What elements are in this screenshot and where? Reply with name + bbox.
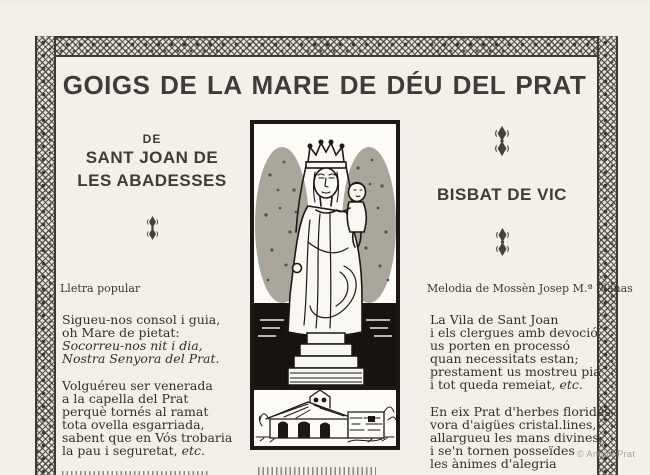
watermark-copyright: © Antoni Prat xyxy=(577,449,636,459)
chapel-vignette xyxy=(254,390,396,444)
verse-line: sabent que en Vós trobaria xyxy=(62,430,233,445)
lace-border-top xyxy=(35,36,614,57)
verse-line: quan necessitats estan; xyxy=(430,351,579,366)
clipped-text-line xyxy=(62,471,208,475)
lace-border-left xyxy=(35,36,56,475)
verse-stanza xyxy=(430,405,610,470)
verse-line: perquè tornés al ramat xyxy=(62,404,209,419)
madonna-woodcut-figure xyxy=(250,120,400,450)
verse-line: tota ovella esgarriada, xyxy=(62,417,205,432)
left-header-line2: SANT JOAN DE xyxy=(85,148,219,167)
verse-stanza xyxy=(430,313,610,391)
fleuron-icon xyxy=(495,228,510,261)
verse-line: En eix Prat d'herbes florides xyxy=(430,404,611,419)
verse-line: vora d'aigües cristal.lines, xyxy=(430,417,597,432)
verse-line: i els clergues amb devoció xyxy=(430,325,598,340)
verse-column-left xyxy=(62,313,242,475)
verse-line: a la capella del Prat xyxy=(62,391,189,406)
verse-line: i se'n tornen posseïdes xyxy=(430,443,575,458)
right-header xyxy=(420,124,584,261)
fleuron-icon xyxy=(494,124,510,163)
verse-line: Sigueu-nos consol i guia, xyxy=(62,312,221,327)
fleuron-icon xyxy=(58,216,246,245)
verse-line: i tot queda remeiat, etc. xyxy=(430,377,583,392)
verse-line: Socorreu-nos nit i dia, xyxy=(62,338,203,353)
verse-line: Volguéreu ser venerada xyxy=(62,378,213,393)
verse-stanza xyxy=(62,379,242,457)
left-header xyxy=(58,132,246,245)
credit-lletra: Lletra popular xyxy=(60,282,141,295)
verse-line: la pau i seguretat, etc. xyxy=(62,443,205,458)
left-header-de: DE xyxy=(142,132,162,146)
credit-melodia: Melodia de Mossèn Josep M.ª Planas xyxy=(427,282,633,295)
verse-line: les ànimes d'alegria xyxy=(430,456,557,471)
verse-line: prestament us mostreu pia xyxy=(430,364,601,379)
verse-stanza xyxy=(62,313,242,365)
right-header-title: BISBAT DE VIC xyxy=(437,185,567,204)
verse-line: allargueu les mans divines; xyxy=(430,430,604,445)
verse-line: us porten en processó xyxy=(430,338,571,353)
verse-line: La Vila de Sant Joan xyxy=(430,312,559,327)
page-title: GOIGS DE LA MARE DE DÉU DEL PRAT xyxy=(62,70,587,100)
verse-line: Nostra Senyora del Prat. xyxy=(62,351,220,366)
left-header-line3: LES ABADESSES xyxy=(77,171,227,190)
verse-line: oh Mare de pietat: xyxy=(62,325,180,340)
clipped-text-line xyxy=(258,467,376,475)
